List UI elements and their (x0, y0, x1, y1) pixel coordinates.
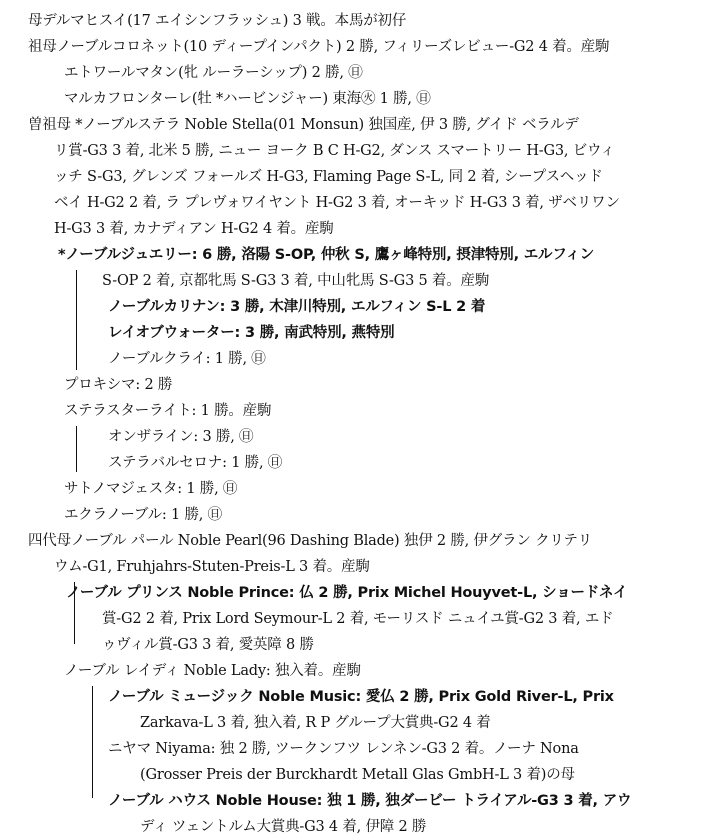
noble-cry-line: ノーブルクライ: 1 勝, ㊐ (108, 351, 266, 367)
great-granddam-line-1: 曽祖母 *ノーブルステラ Noble Stella(01 Monsun) 独国産, 伊 3 勝, グイド ベラルデ (28, 117, 579, 133)
ray-of-water-line: レイオブウォーター: 3 勝, 南武特別, 燕特別 (108, 325, 395, 341)
fourth-dam-line-2: ウム-G1, Fruhjahrs-Stuten-Preis-L 3 着。産駒 (54, 559, 370, 575)
noble-music-line-2: Zarkava-L 3 着, 独入着, R P グループ大賞典-G2 4 着 (140, 715, 491, 731)
stella-starlight-line: ステラスターライト: 1 勝。産駒 (64, 403, 272, 419)
great-granddam-line-4: ベイ H-G2 2 着, ラ プレヴォワイヤント H-G2 3 着, オーキッド H-G3 3 着, ザベリワン (54, 195, 620, 211)
noble-house-line-2: ディ ツェントルム大賞典-G3 4 着, 伊障 2 勝 (140, 819, 427, 835)
granddam-line: 祖母ノーブルコロネット(10 ディープインパクト) 2 勝, フィリーズレビュー-G2 4 着。産駒 (28, 39, 610, 55)
great-granddam-line-5: H-G3 3 着, カナディアン H-G2 4 着。産駒 (54, 221, 334, 237)
noble-jewelry-line-2: S-OP 2 着, 京都牝馬 S-G3 3 着, 中山牝馬 S-G3 5 着。産駒 (102, 273, 490, 289)
fourth-dam-line-1: 四代母ノーブル パール Noble Pearl(96 Dashing Blade) 独伊 2 勝, 伊グラン クリテリ (28, 533, 592, 549)
noble-prince-line-3: ゥヴィル賞-G3 3 着, 愛英障 8 勝 (102, 637, 314, 653)
proxima-line: プロキシマ: 2 勝 (64, 377, 173, 393)
tree-connector-prince (74, 582, 75, 644)
noble-cullinan-line: ノーブルカリナン: 3 勝, 木津川特別, エルフィン S-L 2 着 (108, 299, 486, 315)
great-granddam-line-2: リ賞-G3 3 着, 北米 5 勝, ニュー ヨーク B C H-G2, ダンス スマートリー H-G3, ビウィ (54, 143, 615, 159)
tree-connector-stellastar (76, 426, 77, 472)
noble-lady-line: ノーブル レイディ Noble Lady: 独入着。産駒 (64, 663, 361, 679)
niyama-line-2: (Grosser Preis der Burckhardt Metall Glas GmbH-L 3 着)の母 (140, 767, 575, 783)
dam-line: 母デルマヒスイ(17 エイシンフラッシュ) 3 戦。本馬が初仔 (28, 13, 407, 29)
tree-connector-jewelry (76, 270, 77, 370)
granddam-offspring-1: エトワールマタン(牝 ルーラーシップ) 2 勝, ㊐ (64, 65, 363, 81)
noble-prince-line-1: ノーブル プリンス Noble Prince: 仏 2 勝, Prix Michel Houyvet-L, ショードネイ (66, 585, 628, 601)
noble-prince-line-2: 賞-G2 2 着, Prix Lord Seymour-L 2 着, モーリスド ニュイユ賞-G2 3 着, エド (102, 611, 614, 627)
great-granddam-line-3: ッチ S-G3, グレンズ フォールズ H-G3, Flaming Page S-L, 同 2 着, シープスヘッド (54, 169, 603, 185)
satono-majesta-line: サトノマジェスタ: 1 勝, ㊐ (64, 481, 238, 497)
noble-music-line-1: ノーブル ミュージック Noble Music: 愛仏 2 勝, Prix Gold River-L, Prix (108, 689, 614, 705)
on-the-line-line: オンザライン: 3 勝, ㊐ (108, 429, 254, 445)
granddam-offspring-2: マルカフロンターレ(牡 *ハービンジャー) 東海㊋ 1 勝, ㊐ (64, 91, 431, 107)
eclat-noble-line: エクラノーブル: 1 勝, ㊐ (64, 507, 222, 523)
noble-jewelry-line-1: *ノーブルジュエリー: 6 勝, 洛陽 S-OP, 仲秋 S, 鷹ヶ峰特別, 摂津特別, エルフィン (58, 247, 595, 263)
niyama-line-1: ニヤマ Niyama: 独 2 勝, ツークンフツ レンネン-G3 2 着。ノーナ Nona (108, 741, 579, 757)
tree-connector-lady (92, 686, 93, 798)
noble-house-line-1: ノーブル ハウス Noble House: 独 1 勝, 独ダービー トライアル-G3 3 着, アウ (108, 793, 632, 809)
stella-barcelona-line: ステラバルセロナ: 1 勝, ㊐ (108, 455, 283, 471)
